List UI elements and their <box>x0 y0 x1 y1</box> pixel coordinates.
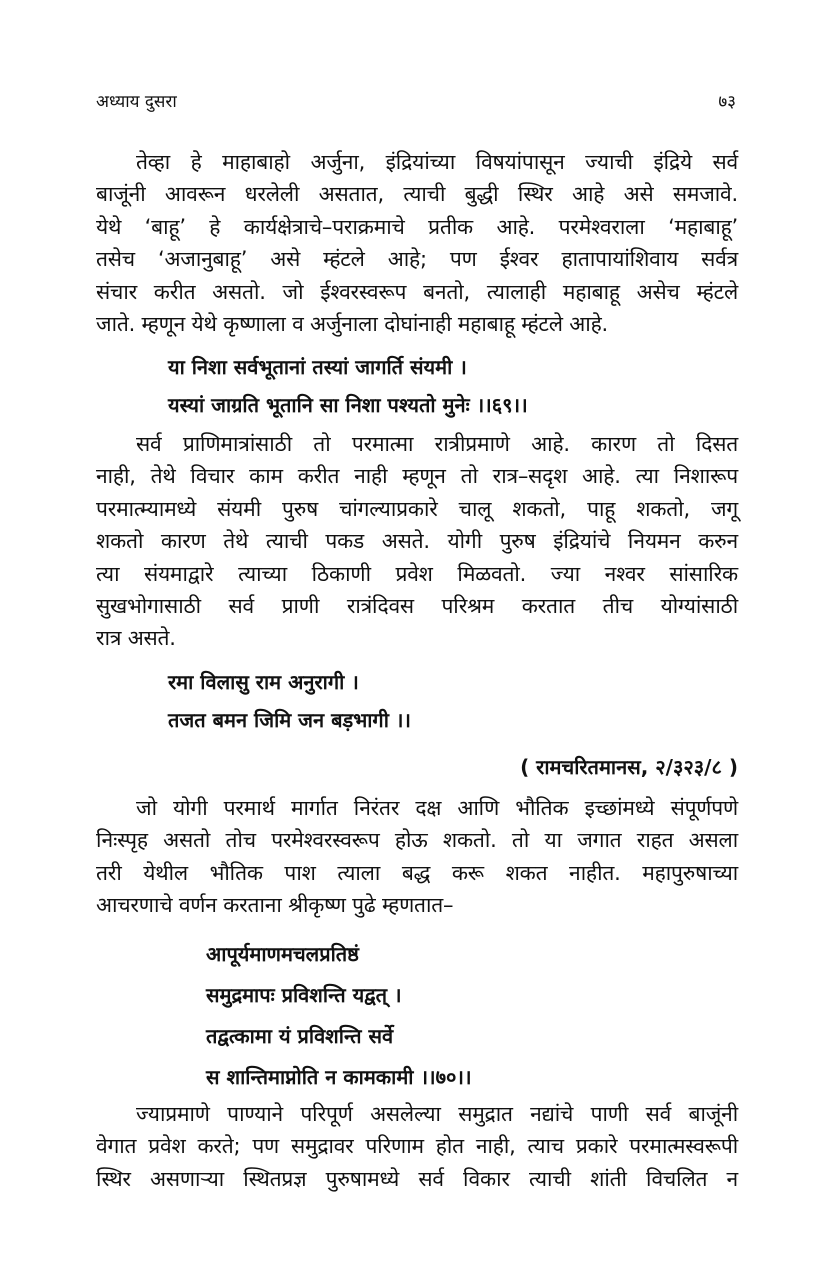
text-line: जाते. म्हणून येथे कृष्णाला व अर्जुनाला दोघांनाही महाबाहू म्हंटले आहे. <box>96 311 608 336</box>
text-line: रात्र असते. <box>96 626 176 651</box>
text-line: शकतो कारण तेथे त्याची पकड असते. योगी पुरुष इंद्रियांचे नियमन करुन <box>96 529 738 554</box>
text-line: परमात्म्यामध्ये संयमी पुरुष चांगल्याप्रकारे चालू शकतो, पाहू शकतो, जगू <box>96 496 738 521</box>
verse-line: आपूर्यमाणमचलप्रतिष्ठं <box>206 942 359 966</box>
quote-ramcharitmanas <box>168 663 411 739</box>
chapter-title: अध्याय दुसरा <box>96 91 177 112</box>
paragraph-4 <box>96 1098 738 1195</box>
text-line: निःस्पृह असतो तोच परमेश्वरस्वरूप होऊ शकतो. तो या जगात राहत असला <box>96 828 738 853</box>
text-line: तरी येथील भौतिक पाश त्याला बद्ध करू शकत नाहीत. महापुरुषाच्या <box>96 860 738 885</box>
paragraph-1 <box>96 146 738 340</box>
verse-line: तद्वत्कामा यं प्रविशन्ति सर्वे <box>206 1024 394 1048</box>
text-line: तसेच ‘अजानुबाहू’ असे म्हंटले आहे; पण ईश्वर हातापायांशिवाय सर्वत्र <box>96 247 738 272</box>
verse-line: समुद्रमापः प्रविशन्ति यद्वत् । <box>206 983 402 1007</box>
text-line: येथे ‘बाहू’ हे कार्यक्षेत्राचे–पराक्रमाचे प्रतीक आहे. परमेश्वराला ‘महाबाहू’ <box>96 214 738 239</box>
citation: ( रामचरितमानस, २/३२३/८ ) <box>520 755 738 779</box>
running-head <box>96 86 736 114</box>
text-line: सर्व प्राणिमात्रांसाठी तो परमात्मा रात्रीप्रमाणे आहे. कारण तो दिसत <box>136 432 738 456</box>
text-line: वेगात प्रवेश करते; पण समुद्रावर परिणाम होत नाही, त्याच प्रकारे परमात्मस्वरूपी <box>96 1134 738 1159</box>
paragraph-2 <box>96 428 738 655</box>
verse-line: स शान्तिमाप्नोति न कामकामी ।।७०।। <box>206 1065 472 1089</box>
page-number: ७३ <box>718 91 736 112</box>
text-line: त्या संयमाद्वारे त्याच्या ठिकाणी प्रवेश मिळवतो. ज्या नश्वर सांसारिक <box>96 561 738 586</box>
verse-line: रमा विलासु राम अनुरागी । <box>168 670 359 694</box>
paragraph-3 <box>96 792 738 922</box>
text-line: बाजूंनी आवरून धरलेली असतात, त्याची बुद्धी स्थिर आहे असे समजावे. <box>96 182 738 207</box>
text-line: तेव्हा हे माहाबाहो अर्जुना, इंद्रियांच्या विषयांपासून ज्याची इंद्रिये सर्व <box>136 150 738 174</box>
verse-69 <box>168 348 528 424</box>
verse-70 <box>206 934 472 1098</box>
text-line: स्थिर असणाऱ्या स्थितप्रज्ञ पुरुषामध्ये सर्व विकार त्याची शांती विचलित न <box>96 1166 738 1191</box>
verse-line: यस्यां जाग्रति भूतानि सा निशा पश्यतो मुनेः ।।६९।। <box>168 393 528 417</box>
verse-line: तजत बमन जिमि जन बड़भागी ।। <box>168 708 411 732</box>
text-line: जो योगी परमार्थ मार्गात निरंतर दक्ष आणि भौतिक इच्छांमध्ये संपूर्णपणे <box>136 796 738 820</box>
text-line: ज्याप्रमाणे पाण्याने परिपूर्ण असलेल्या समुद्रात नद्यांचे पाणी सर्व बाजूंनी <box>136 1102 738 1126</box>
text-line: संचार करीत असतो. जो ईश्वरस्वरूप बनतो, त्यालाही महाबाहू असेच म्हंटले <box>96 279 738 304</box>
text-line: आचरणाचे वर्णन करताना श्रीकृष्ण पुढे म्हणतात– <box>96 893 454 918</box>
text-line: सुखभोगासाठी सर्व प्राणी रात्रंदिवस परिश्रम करतात तीच योग्यांसाठी <box>96 593 738 618</box>
text-line: नाही, तेथे विचार काम करीत नाही म्हणून तो रात्र–सदृश आहे. त्या निशारूप <box>96 464 738 489</box>
verse-line: या निशा सर्वभूतानां तस्यां जागर्ति संयमी । <box>168 355 467 379</box>
